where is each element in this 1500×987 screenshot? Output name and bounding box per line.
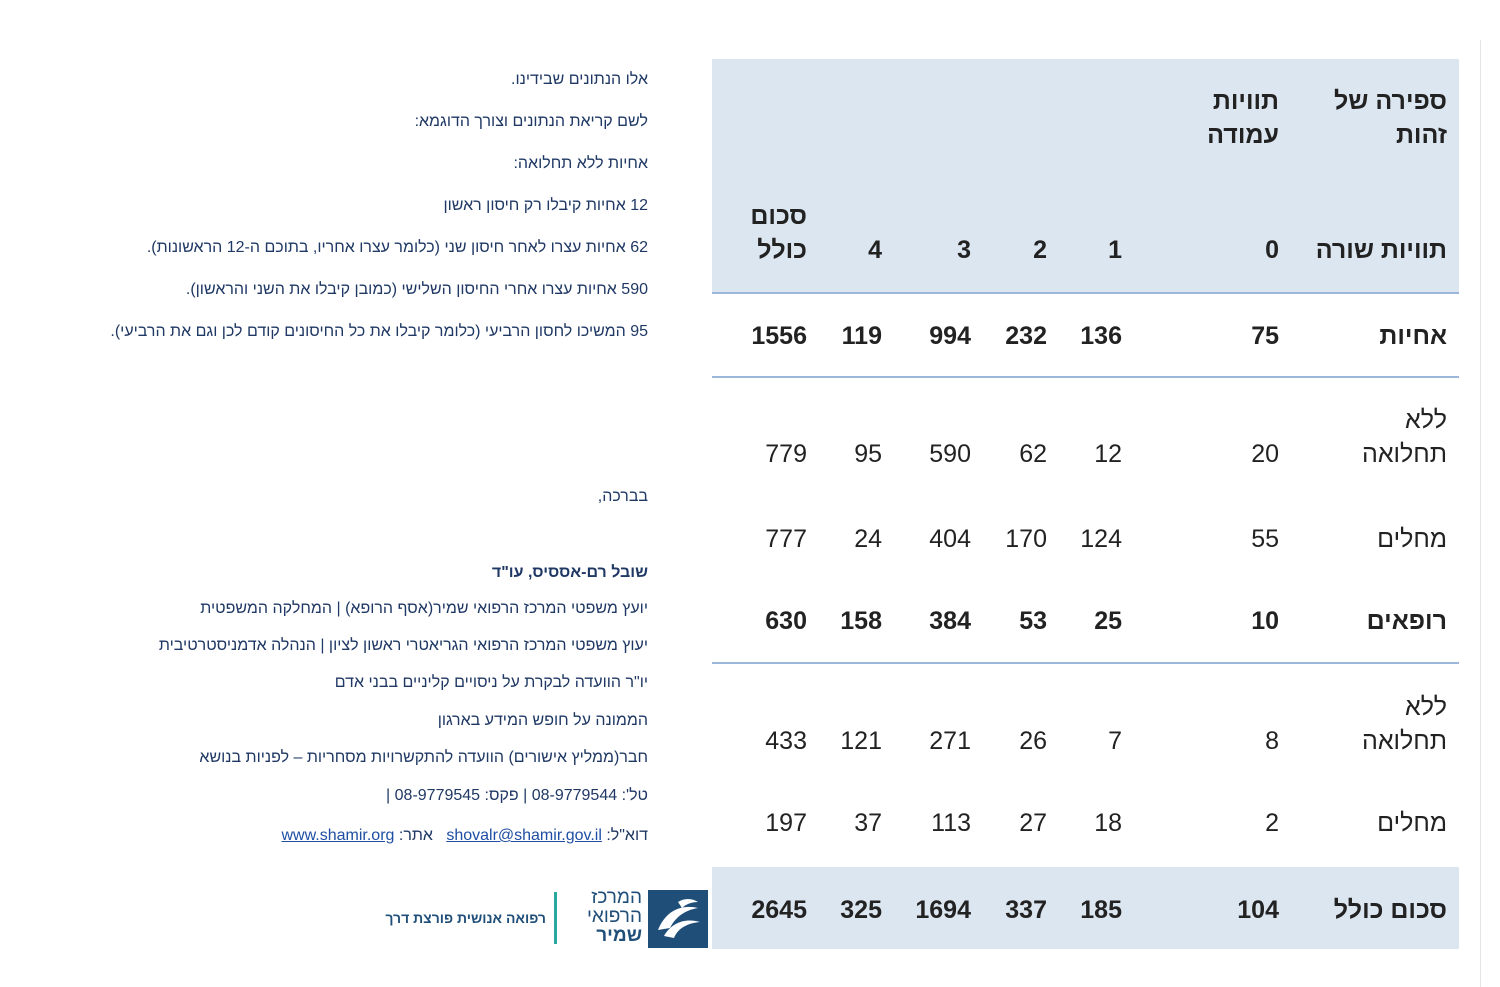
email-line-nurses-heading: אחיות ללא תחלואה: [513, 155, 648, 172]
signature-contact-line [282, 826, 649, 846]
column-header-grand-total: סכום כולל [750, 202, 807, 264]
cell-grand-total-2: 337 [1005, 896, 1047, 924]
cell-doctors-recovered-2: 27 [1019, 809, 1047, 837]
cell-doctors-recovered-4: 37 [854, 809, 882, 837]
cell-doctors-recovered-1: 18 [1094, 809, 1122, 837]
signature-phone-fax: טל': 08-9779544 | פקס: 08-9779545 | [386, 787, 648, 804]
header-rule [712, 292, 1459, 294]
row-label-nurses: אחיות [1379, 322, 1447, 350]
column-header-0: 0 [1265, 236, 1279, 264]
column-header-2: 2 [1033, 236, 1047, 264]
logo-divider [554, 892, 557, 944]
signature-role-3: יו"ר הוועדה לבקרת על ניסויים קליניים בבני אדם [334, 674, 648, 691]
cell-doctors-total: 630 [765, 607, 807, 635]
cell-doctors-no-illness-4: 121 [840, 727, 882, 755]
shamir-emblem-icon [648, 890, 708, 948]
column-header-3: 3 [957, 236, 971, 264]
cell-nurses-4: 119 [841, 322, 882, 350]
cell-doctors-recovered-0: 2 [1265, 809, 1279, 837]
email-line-fourth-dose: 95 המשיכו לחסון הרביעי (כלומר קיבלו את כל החיסונים קודם לכן וגם את הרביעי). [110, 323, 648, 340]
cell-doctors-0: 10 [1251, 607, 1279, 635]
email-line-explanation: לשם קריאת הנתונים וצורך הדוגמא: [414, 113, 648, 130]
cell-doctors-no-illness-total: 433 [765, 727, 807, 755]
row-label-nurses-recovered: מחלים [1377, 525, 1447, 553]
site-label: אתר: [398, 827, 433, 844]
signature-name: שובל רם-אססיס, עו"ד [491, 564, 648, 581]
column-header-4: 4 [868, 236, 882, 264]
cell-doctors-1: 25 [1094, 607, 1122, 635]
cell-nurses-recovered-4: 24 [854, 525, 882, 553]
logo-tagline: רפואה אנושית פורצת דרך [385, 910, 546, 926]
row-label-doctors-recovered: מחלים [1377, 809, 1447, 837]
cell-doctors-no-illness-3: 271 [929, 727, 971, 755]
logo-name-line-3: שמיר [596, 925, 642, 946]
shamir-logo [360, 888, 708, 948]
cell-nurses-recovered-0: 55 [1251, 525, 1279, 553]
cell-nurses-no-illness-4: 95 [854, 440, 882, 468]
cell-doctors-2: 53 [1019, 607, 1047, 635]
cell-grand-total-1: 185 [1080, 896, 1122, 924]
signature-role-5: חבר(ממליץ אישורים) הוועדה להתקשרויות מסחריות – לפניות בנושא [199, 749, 648, 766]
cell-nurses-1: 136 [1080, 322, 1122, 350]
email-body [60, 0, 648, 987]
group-rule-2 [712, 662, 1459, 664]
logo-name-line-2: הרפואי [586, 906, 642, 927]
row-label-nurses-no-illness: ללא תחלואה [1361, 406, 1447, 468]
cell-doctors-4: 158 [840, 607, 882, 635]
cell-nurses-3: 994 [929, 322, 971, 350]
cell-nurses-total: 1556 [751, 322, 807, 350]
cell-doctors-no-illness-2: 26 [1019, 727, 1047, 755]
cell-nurses-recovered-3: 404 [929, 525, 971, 553]
signature-role-2: יעוץ משפטי המרכז הרפואי הגריאטרי ראשון לציון | הנהלה אדמניסטרטיבית [158, 637, 648, 654]
row-label-doctors: רופאים [1366, 607, 1447, 635]
email-link[interactable]: shovalr@shamir.gov.il [446, 827, 602, 844]
column-header-1: 1 [1108, 236, 1122, 264]
row-label-grand-total: סכום כולל [1333, 896, 1447, 924]
email-line-third-dose: 590 אחיות עצרו אחרי החיסון השלישי (כמובן קיבלו את השני והראשון). [185, 281, 648, 298]
website-link[interactable]: www.shamir.org [281, 827, 395, 844]
signature-role-1: יועץ משפטי המרכז הרפואי שמיר(אסף הרופא) | המחלקה המשפטית [200, 600, 648, 617]
cell-nurses-no-illness-3: 590 [929, 440, 971, 468]
email-line-second-dose: 62 אחיות עצרו לאחר חיסון שני (כלומר עצרו אחריו, בתוכם ה-12 הראשונות). [146, 239, 648, 256]
count-of-id-header: ספירה של זהות [1334, 87, 1447, 149]
cell-nurses-0: 75 [1251, 322, 1279, 350]
email-label: דוא"ל: [606, 827, 648, 844]
cell-grand-total-total: 2645 [751, 896, 807, 924]
logo-name [562, 888, 642, 945]
cell-doctors-recovered-total: 197 [765, 809, 807, 837]
email-greeting: בברכה, [597, 488, 648, 505]
cell-nurses-recovered-total: 777 [765, 525, 807, 553]
cell-nurses-recovered-1: 124 [1080, 525, 1122, 553]
cell-doctors-3: 384 [929, 607, 971, 635]
email-line-intro: אלו הנתונים שבידינו. [511, 71, 648, 88]
cell-grand-total-4: 325 [840, 896, 882, 924]
cell-grand-total-3: 1694 [915, 896, 971, 924]
cell-nurses-no-illness-2: 62 [1019, 440, 1047, 468]
page-edge-line [1480, 40, 1481, 987]
row-labels-header: תוויות שורה [1315, 236, 1447, 264]
pivot-table [712, 59, 1459, 949]
signature-role-4: הממונה על חופש המידע בארגון [437, 712, 648, 729]
cell-doctors-recovered-3: 113 [931, 809, 971, 837]
cell-nurses-2: 232 [1005, 322, 1047, 350]
cell-nurses-recovered-2: 170 [1005, 525, 1047, 553]
cell-nurses-no-illness-0: 20 [1251, 440, 1279, 468]
cell-doctors-no-illness-1: 7 [1108, 727, 1122, 755]
email-line-first-dose: 12 אחיות קיבלו רק חיסון ראשון [443, 197, 648, 214]
cell-grand-total-0: 104 [1237, 896, 1279, 924]
cell-doctors-no-illness-0: 8 [1265, 727, 1279, 755]
column-labels-header: תוויות עמודה [1207, 87, 1279, 149]
group-rule-1 [712, 376, 1459, 378]
cell-nurses-no-illness-total: 779 [765, 440, 807, 468]
row-label-doctors-no-illness: ללא תחלואה [1361, 693, 1447, 755]
cell-nurses-no-illness-1: 12 [1094, 440, 1122, 468]
logo-name-line-1: המרכז [591, 887, 642, 908]
